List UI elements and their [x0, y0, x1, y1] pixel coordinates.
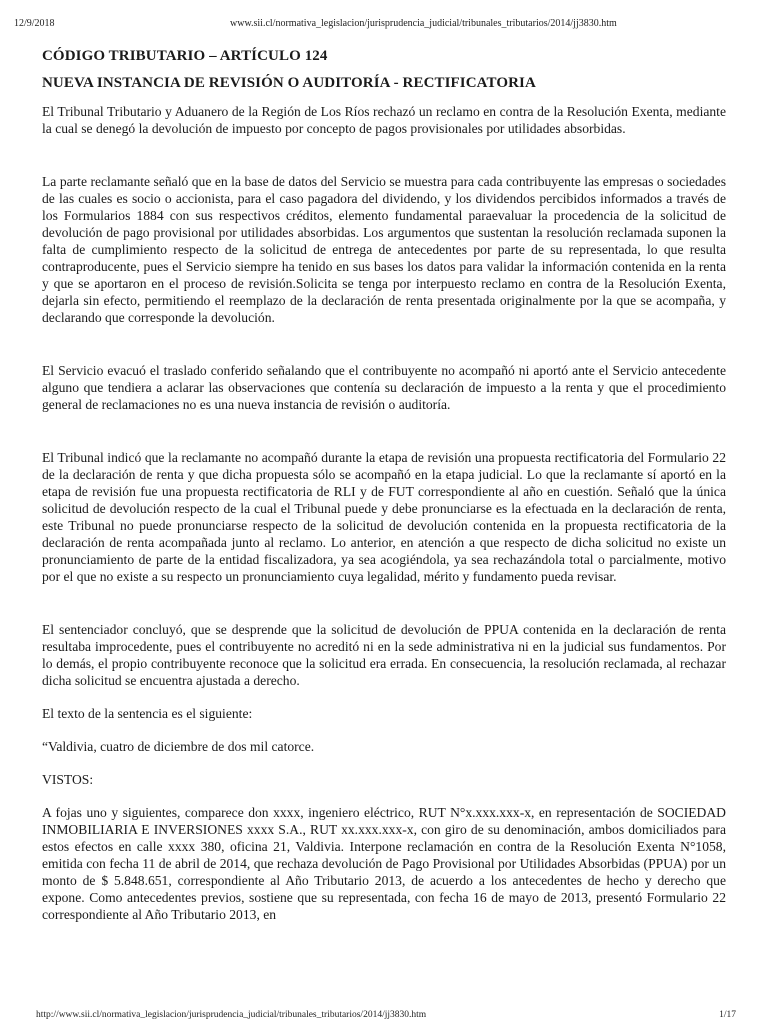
document-subtitle: NUEVA INSTANCIA DE REVISIÓN O AUDITORÍA - RECTIFICATORIA — [42, 75, 536, 91]
footer-url: http://www.sii.cl/normativa_legislacion/jurisprudencia_judicial/tribunales_tributarios/2014/jj3830.htm — [36, 1010, 427, 1020]
page-number: 1/17 — [719, 1010, 736, 1020]
document-title: CÓDIGO TRIBUTARIO – ARTÍCULO 124 — [42, 48, 328, 64]
paragraph-conclusion: El sentenciador concluyó, que se desprende que la solicitud de devolución de PPUA contenida en la declaración de renta resultaba improcedente, pues el contribuyente no acreditó ni en la sede administrativa ni en la judicial sus fundamentos. Por lo demás, el propio contribuyente reconoce que la solicitud era errada. En consecuencia, la resolución reclamada, al rechazar dicha solicitud se encuentra ajustada a derecho. — [42, 622, 726, 688]
document-body — [42, 44, 726, 923]
paragraph-servicio: El Servicio evacuó el traslado conferido señalando que el contribuyente no acompañó ni aportó ante el Servicio antecedente alguno que tendiera a aclarar las observaciones que contenía su declaración de impuesto a la renta y que el procedimiento general de reclamaciones no es una nueva instancia de revisión o auditoría. — [42, 363, 726, 412]
paragraph-reclamante: La parte reclamante señaló que en la base de datos del Servicio se muestra para cada contribuyente las empresas o sociedades de las cuales es socio o accionista, para el caso pagadora del dividendo, y los dividendos percibidos informados a través de los Formularios 1884 con sus respectivos créditos, elemento fundamental paraevaluar la procedencia de la solicitud de devolución de pago provisional por utilidades absorbidas. Los argumentos que sustentan la resolución reclamada suponen la falta de cumplimiento respecto de la solicitud de entrega de antecedentes por parte de su representada, lo que resulta contraproducente, pues el Servicio siempre ha tenido en sus bases los datos para validar la información contenida en la renta y que se aportaron en el proceso de revisión.Solicita se tenga por interpuesto reclamo en contra de la Resolución Exenta, dejarla sin efecto, permitiendo el reemplazo de la declaración de renta presentada originalmente por la que se acompaña, y declarando que corresponde la devolución. — [42, 174, 726, 325]
print-footer — [0, 1010, 768, 1024]
print-date: 12/9/2018 — [14, 18, 55, 29]
paragraph-fojas: A fojas uno y siguientes, comparece don xxxx, ingeniero eléctrico, RUT N°x.xxx.xxx-x, en representación de SOCIEDAD INMOBILIARIA E INVERSIONES xxxx S.A., RUT xx.xxx.xxx-x, con giro de su denominación, ambos domiciliados para estos efectos en calle xxxx 380, oficina 21, Valdivia. Interpone reclamación en contra de la Resolución Exenta N°1058, emitida con fecha 11 de abril de 2014, que rechaza devolución de Pago Provisional por Utilidades Absorbidas (PPUA) por un monto de $ 5.848.651, correspondiente al Año Tributario 2013, de acuerdo a los antecedentes de hecho y derecho que expone. Como antecedentes previos, sostiene que su representada, con fecha 16 de mayo de 2013, presentó Formulario 22 correspondiente al Año Tributario 2013, en — [42, 805, 726, 922]
paragraph-tribunal: El Tribunal indicó que la reclamante no acompañó durante la etapa de revisión una propuesta rectificatoria del Formulario 22 de la declaración de renta y que dicha propuesta sólo se acompañó en la etapa judicial. Lo que la reclamante sí aportó en la etapa de revisión fue una propuesta rectificatoria de RLI y de FUT correspondiente al año en cuestión. Señaló que la única solicitud de devolución respecto de la cual el Tribunal puede y debe pronunciarse es la efectuada en la declaración de renta, este Tribunal no puede pronunciarse respecto de la solicitud de devolución contenida en la propuesta rectificatoria de la declaración de renta acompañada junto al reclamo. Lo anterior, en atención a que respecto de dicha solicitud no existe un pronunciamiento de parte de la entidad fiscalizadora, ya sea acogiéndola, ya sea rechazándola total o parcialmente, motivo por el que no existe a su respecto un pronunciamiento cuya legalidad, mérito y fundamento pueda revisar. — [42, 450, 726, 584]
print-header — [0, 0, 768, 40]
paragraph-fecha-sentencia: “Valdivia, cuatro de diciembre de dos mil catorce. — [42, 739, 315, 754]
header-url: www.sii.cl/normativa_legislacion/jurisprudencia_judicial/tribunales_tributarios/2014/jj3830.htm — [230, 18, 617, 29]
paragraph-summary: El Tribunal Tributario y Aduanero de la Región de Los Ríos rechazó un reclamo en contra de la Resolución Exenta, mediante la cual se denegó la devolución de impuesto por concepto de pagos provisionales por utilidades absorbidas. — [42, 104, 726, 136]
paragraph-texto-sentencia: El texto de la sentencia es el siguiente: — [42, 706, 253, 721]
paragraph-vistos: VISTOS: — [42, 772, 94, 787]
